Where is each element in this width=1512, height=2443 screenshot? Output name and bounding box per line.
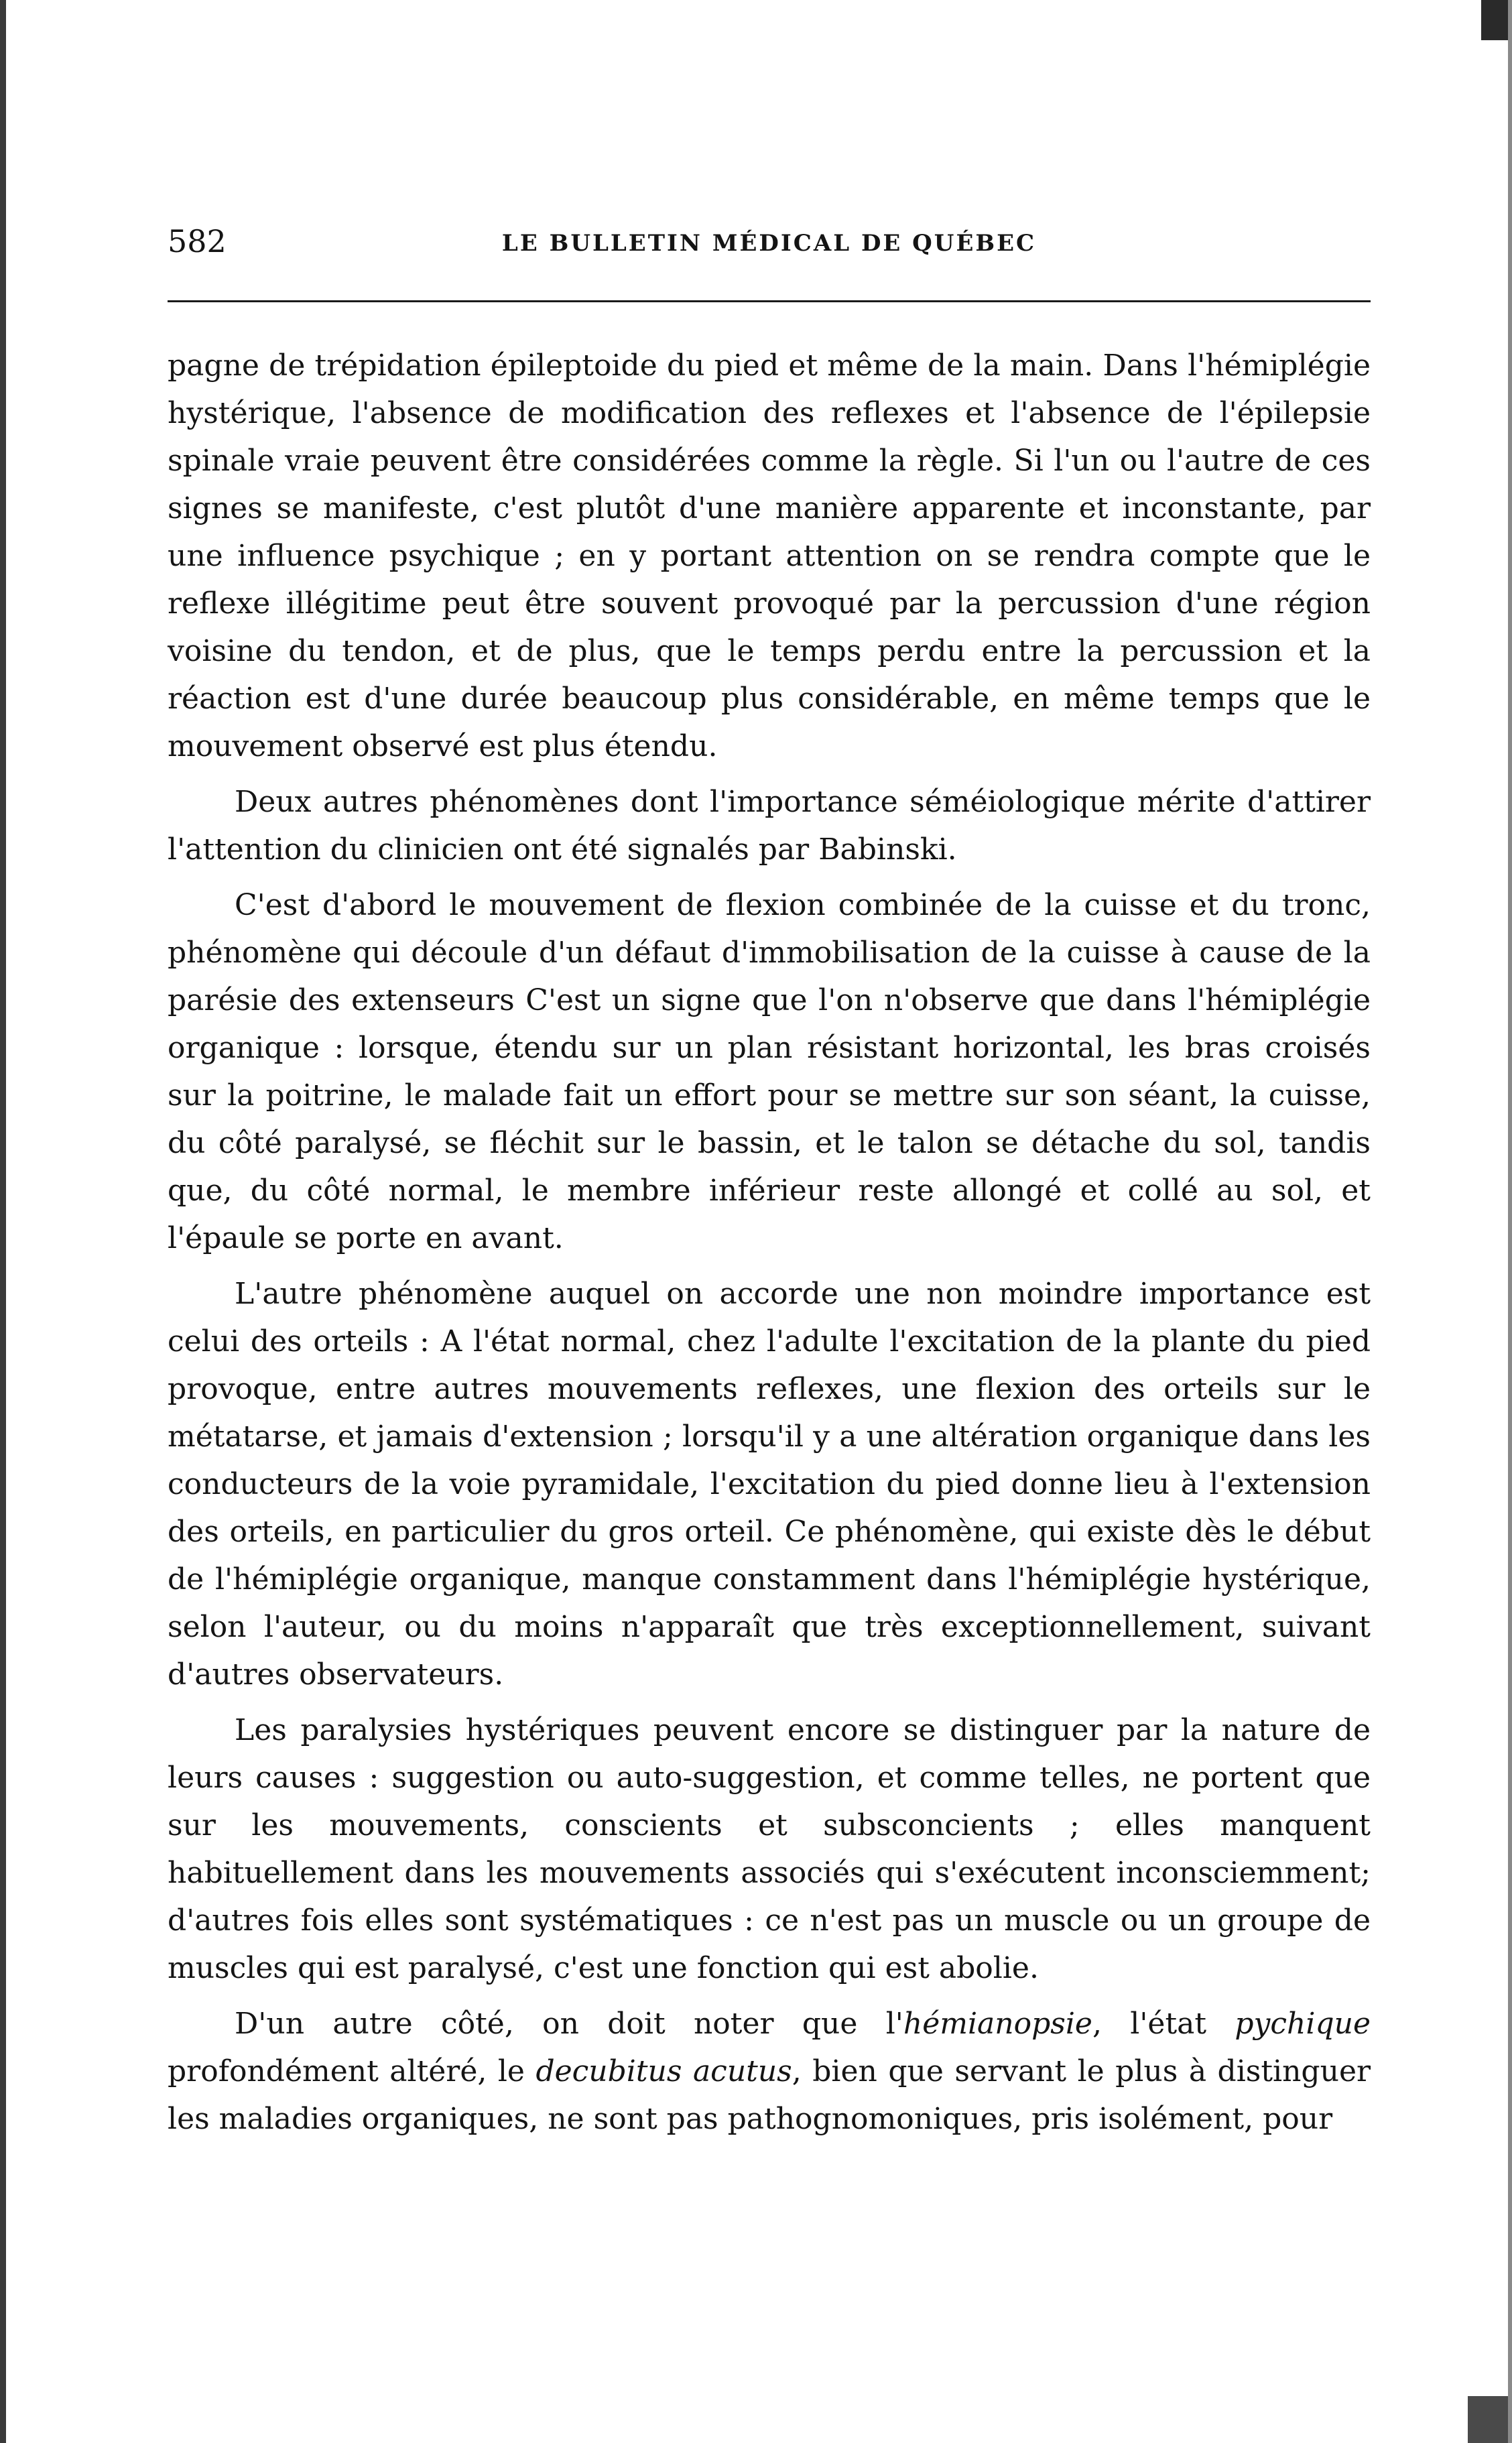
paragraph-5: Les paralysies hystériques peuvent encore se distinguer par la nature de leurs causes : suggestion ou auto-suggestion, et comme telles, ne portent que sur les mouvements, conscients et subsconcients ; elles manquent habituellement dans les mouvements associés qui s'exécutent inconsciemment; d'autres fois elles sont systématiques : ce n'est pas un muscle ou un groupe de muscles qui est paralysé, c'est une fonction qui est abolie. xyxy=(168,1713,1371,1985)
paragraph-6-segment-7: , bien que servant le plus à distinguer les maladies organiques, ne sont pas pathognomoniques, pris isolément, pour xyxy=(168,2054,1371,2136)
term-hemianopsie: hémianopsie xyxy=(903,2007,1092,2041)
paragraph-6-segment-3: , l'état xyxy=(1092,2007,1235,2041)
term-decubitus-acutus: decubitus acutus xyxy=(536,2054,792,2088)
page-number: 582 xyxy=(168,223,227,259)
paragraph-1: pagne de trépidation épileptoide du pied et même de la main. Dans l'hémiplégie hystérique, l'absence de modification des reflexes et l'absence de l'épilepsie spinale vraie peuvent être considérées comme la règle. Si l'un ou l'autre de ces signes se manifeste, c'est plutôt d'une manière apparente et inconstante, par une influence psychique ; en y portant attention on se rendra compte que le reflexe illégitime peut être souvent provoqué par la percussion d'une région voisine du tendon, et de plus, que le temps perdu entre la percussion et la réaction est d'une durée beaucoup plus considérable, en même temps que le mouvement observé est plus étendu. xyxy=(168,349,1371,763)
paragraph-6 xyxy=(168,2000,1371,2143)
paragraph-2: Deux autres phénomènes dont l'importance séméiologique mérite d'attirer l'attention du clinicien ont été signalés par Babinski. xyxy=(168,785,1371,867)
scan-right-edge xyxy=(1508,0,1512,2443)
term-pychique: pychique xyxy=(1235,2007,1371,2041)
paragraph-3: C'est d'abord le mouvement de flexion combinée de la cuisse et du tronc, phénomène qui découle d'un défaut d'immobilisation de la cuisse à cause de la parésie des extenseurs C'est un signe que l'on n'observe que dans l'hémiplégie organique : lorsque, étendu sur un plan résistant horizontal, les bras croisés sur la poitrine, le malade fait un effort pour se mettre sur son séant, la cuisse, du côté paralysé, se fléchit sur le bassin, et le talon se détache du sol, tandis que, du côté normal, le membre inférieur reste allongé et collé au sol, et l'épaule se porte en avant. xyxy=(168,888,1371,1255)
page-header xyxy=(168,221,1371,268)
paragraph-4: L'autre phénomène auquel on accorde une non moindre importance est celui des orteils : A l'état normal, chez l'adulte l'excitation de la plante du pied provoque, entre autres mouvements reflexes, une flexion des orteils sur le métatarse, et jamais d'extension ; lorsqu'il y a une altération organique dans les conducteurs de la voie pyramidale, l'excitation du pied donne lieu à l'extension des orteils, en particulier du gros orteil. Ce phénomène, qui existe dès le début de l'hémiplégie organique, manque constamment dans l'hémiplégie hystérique, selon l'auteur, ou du moins n'apparaît que très exceptionnellement, suivant d'autres observateurs. xyxy=(168,1277,1371,1692)
scan-left-edge xyxy=(0,0,6,2443)
paragraph-6-segment-1: D'un autre côté, on doit noter que l' xyxy=(235,2007,903,2041)
header-rule xyxy=(168,300,1371,302)
scan-corner-mark-bottom xyxy=(1468,2396,1508,2443)
paragraph-6-segment-5: profondément altéré, le xyxy=(168,2054,536,2088)
body-text xyxy=(168,342,1371,2151)
scan-corner-mark-top xyxy=(1481,0,1508,40)
running-title: LE BULLETIN MÉDICAL DE QUÉBEC xyxy=(501,230,1037,257)
